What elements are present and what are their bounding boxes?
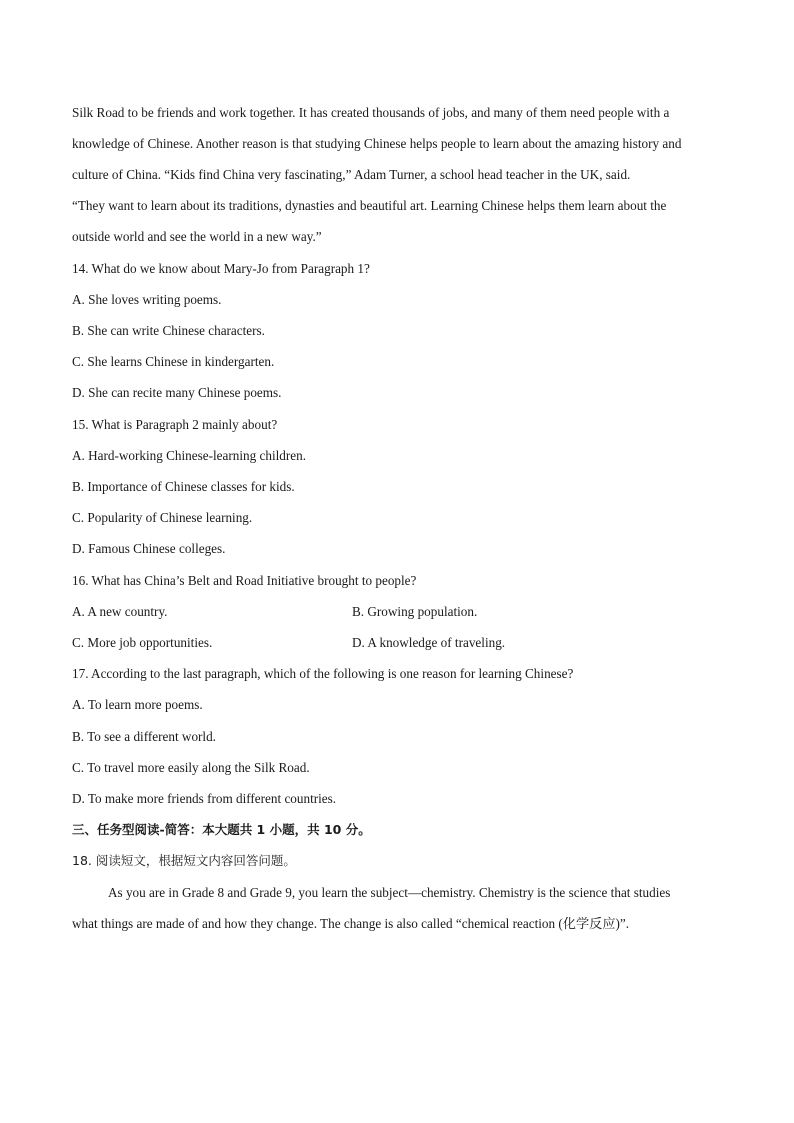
question-14-option-c: C. She learns Chinese in kindergarten. (72, 354, 275, 369)
section-3-heading: 三、任务型阅读-简答：本大题共 1 小题，共 10 分。 (72, 822, 371, 837)
passage-line: outside world and see the world in a new way.” (72, 229, 322, 244)
question-15-option-a: A. Hard-working Chinese-learning children. (72, 448, 307, 463)
question-18-stem: 18. 阅读短文，根据短文内容回答问题。 (72, 853, 296, 868)
question-18-passage-line: As you are in Grade 8 and Grade 9, you learn the subject—chemistry. Chemistry is the science that studies (108, 885, 671, 900)
question-15-stem: 15. What is Paragraph 2 mainly about? (72, 417, 278, 432)
question-14-option-b: B. She can write Chinese characters. (72, 323, 265, 338)
question-15-option-d: D. Famous Chinese colleges. (72, 541, 226, 556)
question-16-option-b: B. Growing population. (352, 604, 478, 619)
question-17-option-b: B. To see a different world. (72, 729, 216, 744)
question-17-option-d: D. To make more friends from different countries. (72, 791, 337, 806)
question-14-option-d: D. She can recite many Chinese poems. (72, 385, 282, 400)
question-16-option-a: A. A new country. (72, 604, 168, 619)
passage-line: “They want to learn about its traditions, dynasties and beautiful art. Learning Chinese helps them learn about the (72, 198, 667, 213)
question-15-option-b: B. Importance of Chinese classes for kids. (72, 479, 295, 494)
passage-line: knowledge of Chinese. Another reason is that studying Chinese helps people to learn about the amazing history and (72, 136, 682, 151)
question-17-option-c: C. To travel more easily along the Silk Road. (72, 760, 310, 775)
question-16-stem: 16. What has China’s Belt and Road Initiative brought to people? (72, 573, 417, 588)
question-16-option-d: D. A knowledge of traveling. (352, 635, 506, 650)
passage-line: culture of China. “Kids find China very fascinating,” Adam Turner, a school head teacher in the UK, said. (72, 167, 631, 182)
passage-line: Silk Road to be friends and work together. It has created thousands of jobs, and many of them need people with a (72, 105, 670, 120)
question-16-option-c: C. More job opportunities. (72, 635, 213, 650)
question-17-stem: 17. According to the last paragraph, which of the following is one reason for learning Chinese? (72, 666, 574, 681)
question-15-option-c: C. Popularity of Chinese learning. (72, 510, 253, 525)
question-17-option-a: A. To learn more poems. (72, 697, 203, 712)
question-18-passage-line: what things are made of and how they change. The change is also called “chemical reaction (化学反应)”. (72, 916, 630, 931)
question-14-stem: 14. What do we know about Mary-Jo from Paragraph 1? (72, 261, 370, 276)
question-14-option-a: A. She loves writing poems. (72, 292, 222, 307)
